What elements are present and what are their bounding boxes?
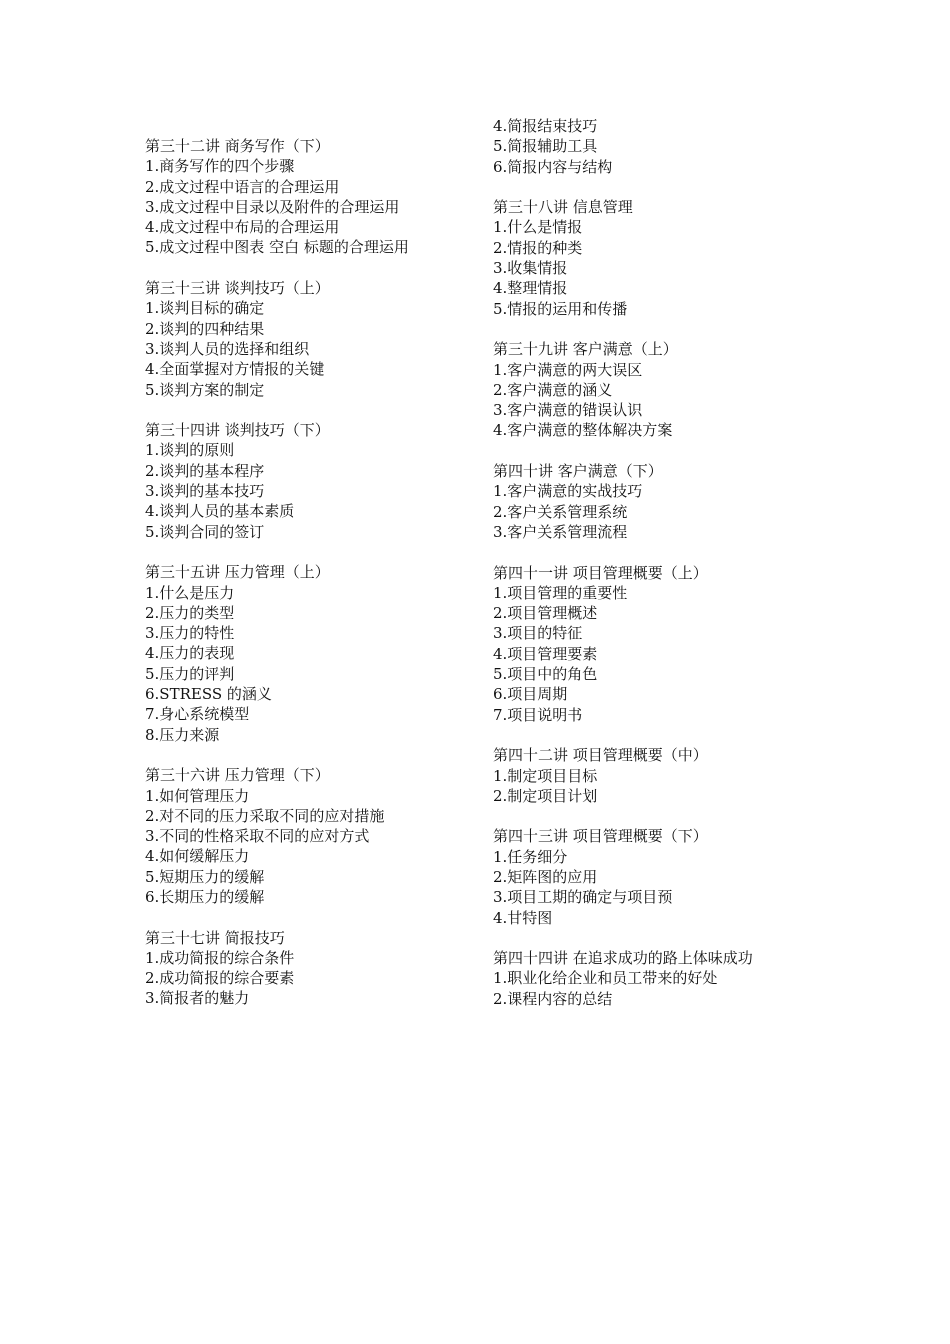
lecture-topic-item: 5.项目中的角色 <box>493 665 598 684</box>
lecture-topic-item: 2.客户关系管理系统 <box>493 502 628 521</box>
lecture-title: 第四十三讲 项目管理概要（下） <box>493 827 708 846</box>
lecture-topic-item: 2.对不同的压力采取不同的应对措施 <box>145 806 385 825</box>
lecture-topic-item: 4.成文过程中布局的合理运用 <box>145 218 340 237</box>
lecture-title: 第三十九讲 客户满意（上） <box>493 340 678 359</box>
lecture-topic-item: 1.谈判的原则 <box>145 441 235 460</box>
lecture-topic-item: 4.谈判人员的基本素质 <box>145 502 295 521</box>
lecture-topic-item: 1.客户满意的两大误区 <box>493 360 643 379</box>
section-spacer <box>145 400 505 420</box>
lecture-topic-item: 1.商务写作的四个步骤 <box>145 157 295 176</box>
lecture-title: 第三十二讲 商务写作（下） <box>145 137 330 155</box>
lecture-topic-item: 2.谈判的基本程序 <box>145 461 265 480</box>
lecture-topic-item: 1.客户满意的实战技巧 <box>493 482 643 501</box>
lecture-topic-item: 6.STRESS 的涵义 <box>145 685 272 704</box>
lecture-section <box>493 116 853 177</box>
section-spacer <box>493 928 853 948</box>
lecture-topic-item: 2.课程内容的总结 <box>493 989 613 1008</box>
lecture-topic-item: 3.收集情报 <box>493 259 568 278</box>
lecture-section <box>493 826 853 927</box>
lecture-topic-item: 1.项目管理的重要性 <box>493 583 628 602</box>
lecture-topic-item: 7.身心系统模型 <box>145 705 250 724</box>
section-spacer <box>145 542 505 562</box>
lecture-section <box>493 563 853 725</box>
lecture-title: 第四十二讲 项目管理概要（中） <box>493 746 708 765</box>
lecture-topic-item: 4.客户满意的整体解决方案 <box>493 421 673 440</box>
lecture-topic-item: 5.简报辅助工具 <box>493 137 598 156</box>
section-spacer <box>493 806 853 826</box>
lecture-topic-item: 3.简报者的魅力 <box>145 989 250 1008</box>
lecture-section <box>145 420 505 542</box>
lecture-topic-item: 6.项目周期 <box>493 685 568 704</box>
section-spacer <box>493 542 853 562</box>
lecture-topic-item: 3.压力的特性 <box>145 624 235 643</box>
lecture-topic-item: 1.成功简报的综合条件 <box>145 948 295 967</box>
lecture-section <box>493 339 853 440</box>
lecture-topic-item: 3.谈判人员的选择和组织 <box>145 339 310 358</box>
lecture-section <box>145 562 505 745</box>
lecture-topic-item: 4.压力的表现 <box>145 644 235 663</box>
lecture-topic-item: 3.成文过程中目录以及附件的合理运用 <box>145 197 400 216</box>
lecture-topic-item: 4.甘特图 <box>493 908 553 927</box>
lecture-section <box>145 136 505 258</box>
lecture-section <box>145 278 505 400</box>
lecture-title: 第四十四讲 在追求成功的路上体味成功 <box>493 949 753 968</box>
lecture-topic-item: 4.全面掌握对方情报的关键 <box>145 360 325 379</box>
lecture-topic-item: 3.项目的特征 <box>493 624 583 643</box>
lecture-topic-item: 1.如何管理压力 <box>145 786 250 805</box>
lecture-title: 第三十四讲 谈判技巧（下） <box>145 421 330 440</box>
lecture-topic-item: 4.整理情报 <box>493 279 568 298</box>
lecture-topic-item: 2.客户满意的涵义 <box>493 380 613 399</box>
lecture-topic-item: 6.长期压力的缓解 <box>145 887 265 906</box>
lecture-topic-item: 8.压力来源 <box>145 725 220 744</box>
lecture-title: 第三十三讲 谈判技巧（上） <box>145 279 330 298</box>
lecture-title: 第三十六讲 压力管理（下） <box>145 766 330 785</box>
lecture-title: 第三十五讲 压力管理（上） <box>145 563 330 582</box>
lecture-topic-item: 4.简报结束技巧 <box>493 117 598 135</box>
lecture-section <box>493 197 853 319</box>
lecture-section <box>145 928 505 1009</box>
lecture-topic-item: 5.谈判合同的签订 <box>145 522 265 541</box>
lecture-topic-item: 1.什么是压力 <box>145 583 235 602</box>
lecture-topic-item: 1.谈判目标的确定 <box>145 299 265 318</box>
lecture-topic-item: 2.谈判的四种结果 <box>145 319 265 338</box>
lecture-topic-item: 3.客户关系管理流程 <box>493 522 628 541</box>
lecture-topic-item: 4.如何缓解压力 <box>145 847 250 866</box>
lecture-topic-item: 2.成功简报的综合要素 <box>145 969 295 988</box>
lecture-topic-item: 2.成文过程中语言的合理运用 <box>145 177 340 196</box>
lecture-topic-item: 2.情报的种类 <box>493 238 583 257</box>
lecture-topic-item: 1.任务细分 <box>493 847 568 866</box>
lecture-topic-item: 7.项目说明书 <box>493 705 583 724</box>
lecture-title: 第四十讲 客户满意（下） <box>493 462 663 481</box>
lecture-topic-item: 5.情报的运用和传播 <box>493 299 628 318</box>
lecture-topic-item: 6.简报内容与结构 <box>493 157 613 176</box>
lecture-topic-item: 1.职业化给企业和员工带来的好处 <box>493 969 718 988</box>
lecture-topic-item: 3.项目工期的确定与项目预 <box>493 888 673 907</box>
section-spacer <box>493 319 853 339</box>
section-spacer <box>145 258 505 278</box>
lecture-topic-item: 5.短期压力的缓解 <box>145 867 265 886</box>
lecture-section <box>493 948 853 1009</box>
lecture-topic-item: 5.成文过程中图表 空白 标题的合理运用 <box>145 238 409 257</box>
section-spacer <box>493 725 853 745</box>
lecture-topic-item: 3.谈判的基本技巧 <box>145 482 265 501</box>
lecture-topic-item: 4.项目管理要素 <box>493 644 598 663</box>
lecture-topic-item: 1.什么是情报 <box>493 218 583 237</box>
lecture-title: 第三十七讲 简报技巧 <box>145 928 285 947</box>
lecture-topic-item: 2.制定项目计划 <box>493 786 598 805</box>
lecture-topic-item: 2.项目管理概述 <box>493 604 598 623</box>
section-spacer <box>145 907 505 927</box>
section-spacer <box>493 177 853 197</box>
lecture-topic-item: 2.矩阵图的应用 <box>493 867 598 886</box>
left-column <box>145 136 505 1009</box>
lecture-topic-item: 3.不同的性格采取不同的应对方式 <box>145 827 370 846</box>
lecture-title: 第三十八讲 信息管理 <box>493 198 633 217</box>
right-column <box>493 116 853 1009</box>
section-spacer <box>145 745 505 765</box>
lecture-topic-item: 3.客户满意的错误认识 <box>493 401 643 420</box>
lecture-topic-item: 5.压力的评判 <box>145 664 235 683</box>
lecture-section <box>493 745 853 806</box>
lecture-section <box>493 461 853 542</box>
lecture-topic-item: 2.压力的类型 <box>145 603 235 622</box>
lecture-topic-item: 1.制定项目目标 <box>493 766 598 785</box>
lecture-title: 第四十一讲 项目管理概要（上） <box>493 563 708 582</box>
lecture-topic-item: 5.谈判方案的制定 <box>145 380 265 399</box>
section-spacer <box>493 441 853 461</box>
lecture-section <box>145 765 505 907</box>
